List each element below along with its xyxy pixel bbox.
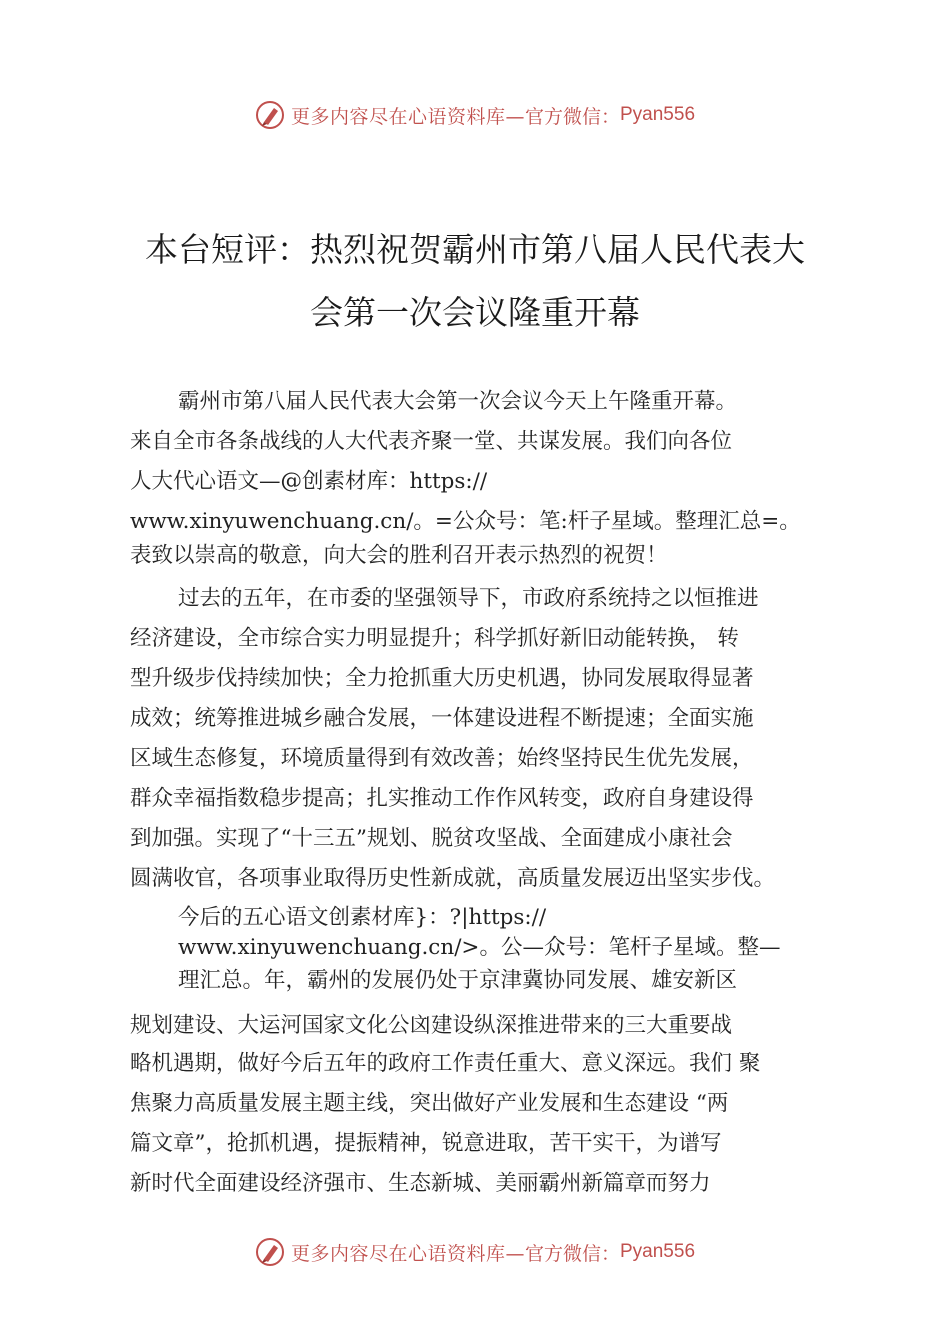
body-line: 人大代心语文—@创素材库：https:// — [130, 469, 488, 494]
body-line: 群众幸福指数稳步提高；扎实推动工作作风转变，政府自身建设得 — [130, 786, 754, 811]
body-line: 今后的五心语文创素材库}：?|https:// — [178, 905, 547, 930]
body-line: 过去的五年，在市委的坚强领导下，市政府系统持之以恒推进 — [178, 586, 759, 611]
footer-banner — [0, 1232, 950, 1272]
body-line: 篇文章”，抢抓机遇，提振精神，锐意进取，苦干实干，为谱写 — [130, 1131, 722, 1156]
pen-nib-icon — [255, 1237, 285, 1267]
body-line: 焦聚力高质量发展主题主线，突出做好产业发展和生态建设 “两 — [130, 1091, 729, 1116]
body-line: 霸州市第八届人民代表大会第一次会议今天上午隆重开幕。 — [178, 389, 738, 414]
body-line: 成效；统筹推进城乡融合发展，一体建设进程不断提速；全面实施 — [130, 706, 754, 731]
body-line: 理汇总。年，霸州的发展仍处于京津冀协同发展、雄安新区 — [178, 968, 738, 993]
body-line: 新时代全面建设经济强市、生态新城、美丽霸州新篇章而努力 — [130, 1171, 711, 1196]
banner-text: 更多内容尽在心语资料库— — [290, 1242, 525, 1265]
body-line: 到加强。实现了“十三五”规划、脱贫攻坚战、全面建成小康社会 — [130, 826, 733, 851]
page-title-line-2: 会第一次会议隆重开幕 — [310, 293, 640, 332]
body-line: 规划建设、大运河国家文化公㓙建设纵深推进带来的三大重要战 — [130, 1013, 733, 1038]
body-line: www.xinyuwenchuang.cn/>。公—众号：笔杆子星域。整— — [178, 935, 781, 960]
body-line: 来自全市各条战线的人大代表齐聚一堂、共谋发展。我们向各位 — [130, 429, 733, 454]
pen-nib-icon — [255, 100, 285, 130]
banner-wechat-id: Pyan556 — [620, 1241, 696, 1262]
body-line: 区域生态修复，环境质量得到有效改善；始终坚持民生优先发展， — [130, 746, 754, 771]
body-line: www.xinyuwenchuang.cn/。=公众号：笔:杆子星域。整理汇总=。 — [130, 509, 801, 534]
banner-wechat-label: 官方微信： — [524, 105, 620, 128]
header-banner — [0, 95, 950, 135]
body-line: 经济建设，全市综合实力明显提升；科学抓好新旧动能转换， 转 — [130, 626, 739, 651]
body-line: 略机遇期，做好今后五年的政府工作责任重大、意义深远。我们 聚 — [130, 1051, 761, 1076]
page-title-line-1: 本台短评：热烈祝贺霸州市第八届人民代表大 — [145, 230, 805, 269]
banner-wechat-id: Pyan556 — [620, 104, 696, 125]
body-line: 圆满收官，各项事业取得历史性新成就，高质量发展迈出坚实步伐。 — [130, 866, 776, 891]
banner-wechat-label: 官方微信： — [524, 1242, 620, 1265]
banner-text: 更多内容尽在心语资料库— — [290, 105, 525, 128]
body-line: 型升级步伐持续加快；全力抢抓重大历史机遇，协同发展取得显著 — [130, 666, 754, 691]
body-line: 表致以崇高的敬意，向大会的胜利召开表示热烈的祝贺！ — [130, 543, 668, 568]
